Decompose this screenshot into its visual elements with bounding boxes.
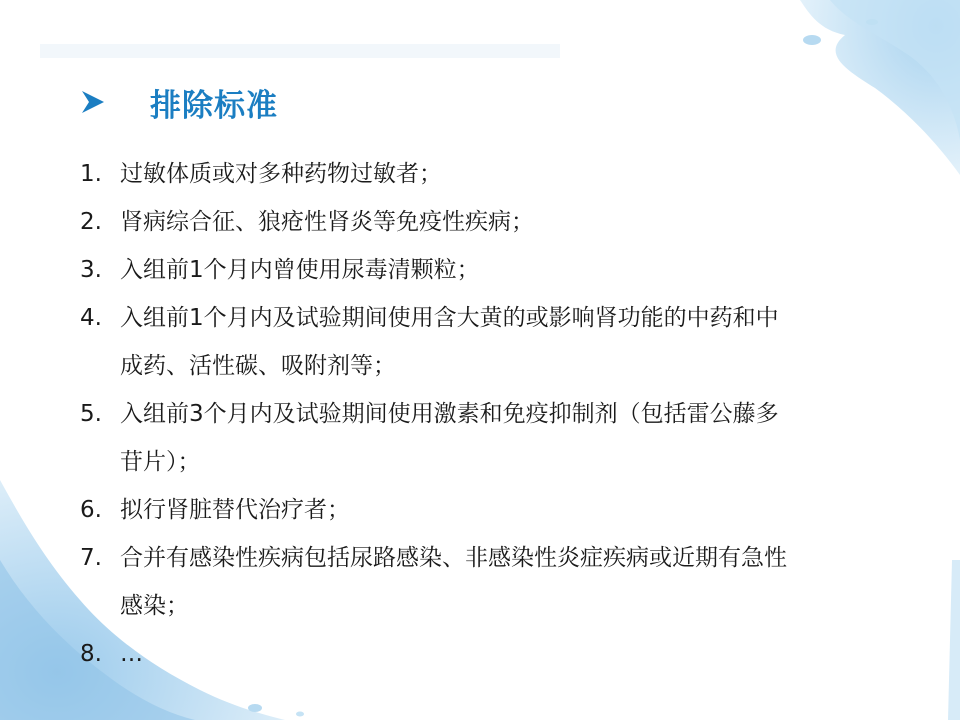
item-text: 过敏体质或对多种药物过敏者； — [120, 161, 442, 187]
item-text: 入组前1个月内曾使用尿毒清颗粒； — [120, 257, 480, 283]
arrowhead-bullet-icon — [80, 89, 106, 115]
list-item — [80, 534, 910, 630]
right-edge-strip — [948, 560, 960, 720]
list-item — [80, 294, 910, 390]
page-title: 排除标准 — [150, 87, 278, 124]
item-text: … — [120, 641, 143, 667]
item-number: 7. — [80, 545, 102, 571]
item-number: 5. — [80, 401, 102, 427]
list-item — [80, 198, 910, 246]
list-item — [80, 630, 910, 678]
list-item — [80, 486, 910, 534]
item-number: 6. — [80, 497, 102, 523]
item-text: 入组前1个月内及试验期间使用含大黄的或影响肾功能的中药和中 成药、活性碳、吸附剂等； — [120, 305, 779, 379]
list-item — [80, 390, 910, 486]
list-item — [80, 150, 910, 198]
faint-header-line — [40, 44, 560, 58]
item-number: 3. — [80, 257, 102, 283]
item-text: 入组前3个月内及试验期间使用激素和免疫抑制剂（包括雷公藤多 苷片）； — [120, 401, 779, 475]
item-number: 4. — [80, 305, 102, 331]
list-item — [80, 246, 910, 294]
item-text: 肾病综合征、狼疮性肾炎等免疫性疾病； — [120, 209, 534, 235]
item-text: 合并有感染性疾病包括尿路感染、非感染性炎症疾病或近期有急性 感染； — [120, 545, 787, 619]
item-number: 1. — [80, 161, 102, 187]
exclusion-criteria-list — [80, 150, 910, 678]
title-row — [80, 78, 278, 126]
item-number: 8. — [80, 641, 102, 667]
item-number: 2. — [80, 209, 102, 235]
item-text: 拟行肾脏替代治疗者； — [120, 497, 350, 523]
